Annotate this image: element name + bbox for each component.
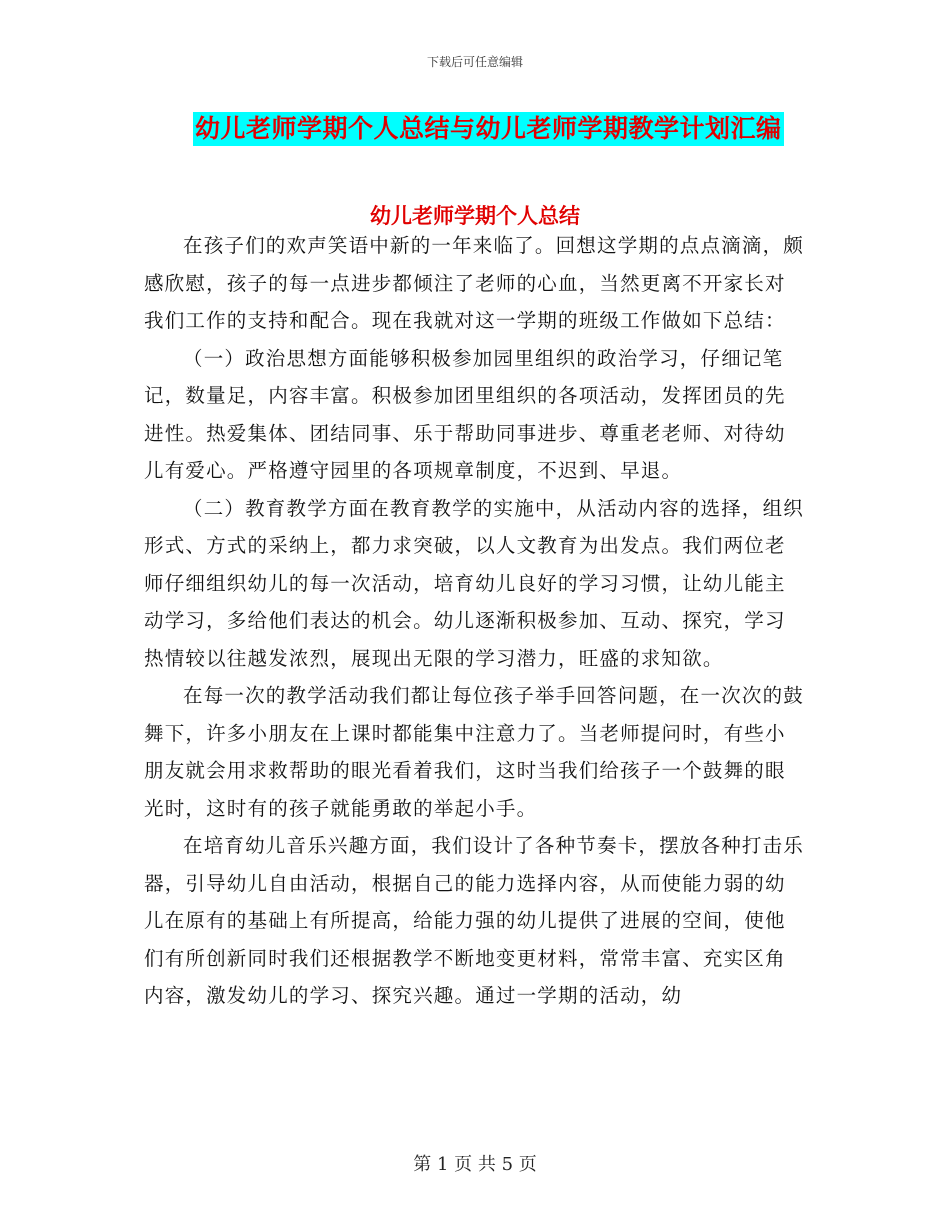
paragraph-intro: 在孩子们的欢声笑语中新的一年来临了。回想这学期的点点滴滴，颇感欣慰，孩子的每一点进步都倾注了老师的心血，当然更离不开家长对我们工作的支持和配合。现在我就对这一学期的班级工作做如下总结： bbox=[144, 234, 805, 332]
document-title-container bbox=[193, 112, 803, 146]
document-title: 幼儿老师学期个人总结与幼儿老师学期教学计划汇编 bbox=[193, 112, 784, 146]
paragraph-political: （一）政治思想方面能够积极参加园里组织的政治学习，仔细记笔记，数量足，内容丰富。积极参加团里组织的各项活动，发挥团员的先进性。热爱集体、团结同事、乐于帮助同事进步、尊重老老师、对待幼儿有爱心。严格遵守园里的各项规章制度，不迟到、早退。 bbox=[144, 346, 786, 482]
page-number: 第 1 页 共 5 页 bbox=[413, 1154, 537, 1175]
paragraph-teaching: （二）教育教学方面在教育教学的实施中，从活动内容的选择，组织形式、方式的采纳上，都力求突破，以人文教育为出发点。我们两位老师仔细组织幼儿的每一次活动，培育幼儿良好的学习习惯，让幼儿能主动学习，多给他们表达的机会。幼儿逐渐积极参加、互动、探究，学习热情较以往越发浓烈，展现出无限的学习潜力，旺盛的求知欲。 bbox=[144, 496, 805, 670]
paragraph-encouragement: 在每一次的教学活动我们都让每位孩子举手回答问题，在一次次的鼓舞下，许多小朋友在上课时都能集中注意力了。当老师提问时，有些小朋友就会用求救帮助的眼光看着我们，这时当我们给孩子一个鼓舞的眼光时，这时有的孩子就能勇敢的举起小手。 bbox=[144, 684, 805, 820]
section-title: 幼儿老师学期个人总结 bbox=[370, 204, 580, 228]
page-header-note: 下载后可任意编辑 bbox=[426, 55, 523, 69]
document-body bbox=[144, 227, 804, 1015]
paragraph-music: 在培育幼儿音乐兴趣方面，我们设计了各种节奏卡，摆放各种打击乐器，引导幼儿自由活动，根据自己的能力选择内容，从而使能力弱的幼儿在原有的基础上有所提高，给能力强的幼儿提供了进展的空间，使他们有所创新同时我们还根据教学不断地变更材料，常常丰富、充实区角内容，激发幼儿的学习、探究兴趣。通过一学期的活动，幼 bbox=[144, 834, 805, 1007]
